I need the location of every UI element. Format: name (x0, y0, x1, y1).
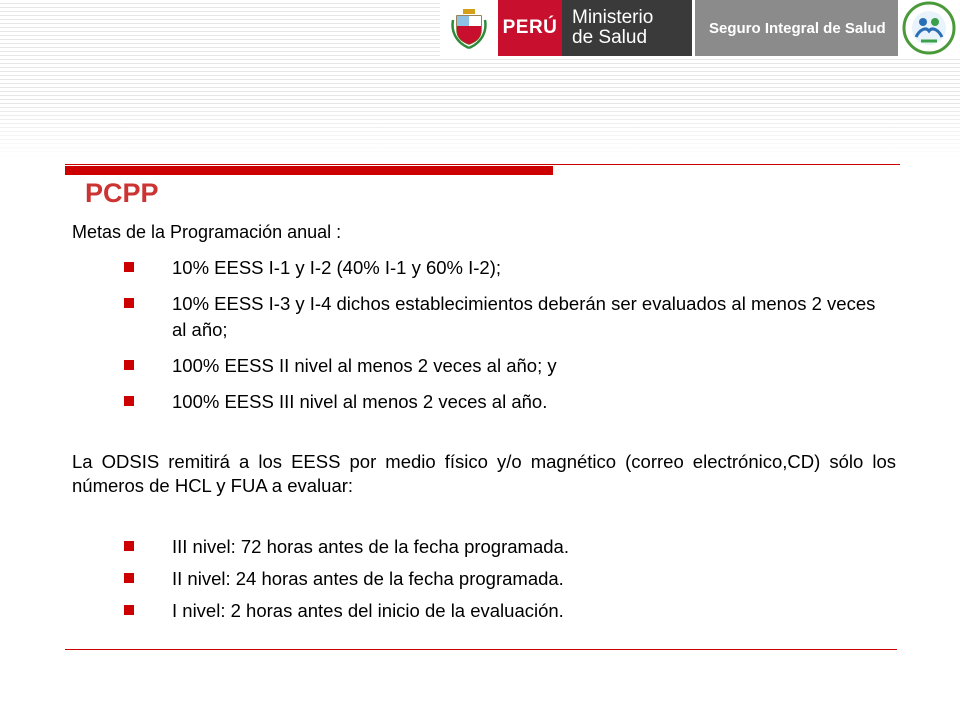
square-bullet-icon (124, 262, 134, 272)
square-bullet-icon (124, 298, 134, 308)
bottom-divider-line (65, 649, 897, 650)
square-bullet-icon (124, 396, 134, 406)
top-divider-line (65, 164, 900, 165)
intro-text: Metas de la Programación anual : (72, 222, 342, 242)
list-item: I nivel: 2 horas antes del inicio de la evaluación. (0, 598, 892, 624)
square-bullet-icon (124, 541, 134, 551)
aseguramiento-universal-logo (898, 0, 960, 56)
sis-logo: Seguro Integral de Salud (692, 0, 898, 56)
peru-logo: PERÚ (498, 0, 562, 56)
square-bullet-icon (124, 605, 134, 615)
peru-coat-of-arms-logo (440, 0, 498, 56)
list-item: II nivel: 24 horas antes de la fecha programada. (0, 566, 892, 592)
square-bullet-icon (124, 360, 134, 370)
list-item: 10% EESS I-3 y I-4 dichos establecimientos deberán ser evaluados al menos 2 veces al año; (0, 291, 892, 343)
list-item: 100% EESS III nivel al menos 2 veces al año. (0, 389, 892, 415)
header-logos (440, 0, 960, 56)
ministerio-de-salud-logo (562, 0, 692, 56)
ministerio-line2: de Salud (572, 27, 648, 48)
title-accent-bar (65, 166, 553, 175)
deadlines-list (0, 534, 892, 630)
list-item: III nivel: 72 horas antes de la fecha programada. (0, 534, 892, 560)
goals-list (0, 255, 892, 425)
ministerio-line1: Ministerio (572, 7, 654, 28)
list-item: 10% EESS I-1 y I-2 (40% I-1 y 60% I-2); (0, 255, 892, 281)
slide-title: PCPP (85, 178, 159, 208)
list-item: 100% EESS II nivel al menos 2 veces al año; y (0, 353, 892, 379)
square-bullet-icon (124, 573, 134, 583)
odsis-paragraph: La ODSIS remitirá a los EESS por medio físico y/o magnético (correo electrónico,CD) sólo los números de HCL y FUA a evaluar: (72, 451, 896, 496)
